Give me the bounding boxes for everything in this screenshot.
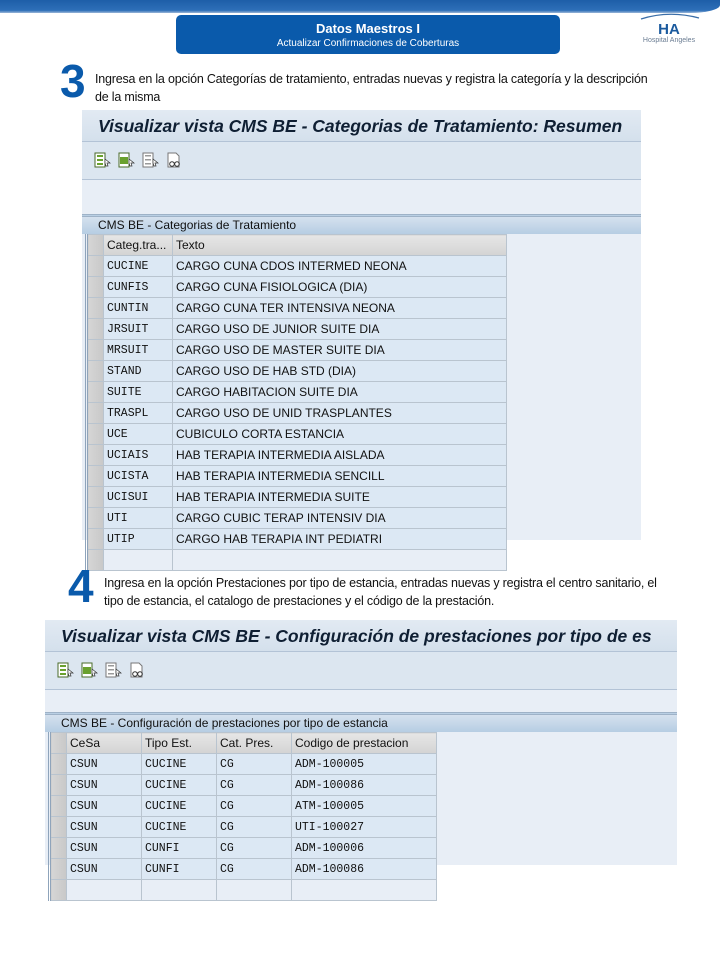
table-row[interactable]	[87, 403, 507, 424]
table-cell[interactable]: CUCINE	[142, 775, 217, 796]
row-selector[interactable]	[50, 838, 67, 859]
table-cell[interactable]: ADM-100006	[292, 838, 437, 859]
table-cell[interactable]: CUBICULO CORTA ESTANCIA	[173, 424, 507, 445]
table-row[interactable]	[87, 340, 507, 361]
table-row[interactable]	[87, 445, 507, 466]
table-cell[interactable]: CG	[217, 775, 292, 796]
table-cell[interactable]: CARGO CUNA FISIOLOGICA (DIA)	[173, 277, 507, 298]
top-banner	[0, 0, 720, 13]
table-cell[interactable]: ADM-100086	[292, 859, 437, 880]
table-cell[interactable]: CARGO HAB TERAPIA INT PEDIATRI	[173, 529, 507, 550]
table-cell[interactable]: CG	[217, 796, 292, 817]
table-row[interactable]	[87, 298, 507, 319]
table-cell[interactable]: CARGO CUNA CDOS INTERMED NEONA	[173, 256, 507, 277]
table-header-row	[50, 733, 437, 754]
table-cell[interactable]: MRSUIT	[104, 340, 173, 361]
row-selector[interactable]	[87, 361, 104, 382]
hospital-logo	[634, 12, 704, 52]
display-details-icon[interactable]	[166, 152, 183, 169]
sap-window-prestaciones	[45, 620, 677, 876]
table-row[interactable]	[87, 529, 507, 550]
table-cell[interactable]: UTI	[104, 508, 173, 529]
table-row[interactable]	[87, 319, 507, 340]
prestaciones-table	[48, 732, 437, 901]
table-cell[interactable]: CARGO CUBIC TERAP INTENSIV DIA	[173, 508, 507, 529]
table-cell[interactable]: HAB TERAPIA INTERMEDIA SUITE	[173, 487, 507, 508]
table-cell[interactable]: UTIP	[104, 529, 173, 550]
select-block-icon[interactable]	[81, 662, 98, 679]
header-banner	[176, 15, 560, 54]
table-row[interactable]	[50, 859, 437, 880]
empty-row[interactable]	[50, 880, 437, 901]
table-cell[interactable]: CUNTIN	[104, 298, 173, 319]
empty-cell[interactable]	[67, 880, 142, 901]
empty-cell[interactable]	[292, 880, 437, 901]
table-row[interactable]	[50, 817, 437, 838]
table-cell[interactable]: ADM-100005	[292, 754, 437, 775]
section-title: CMS BE - Categorias de Tratamiento	[82, 214, 641, 234]
row-selector[interactable]	[87, 298, 104, 319]
step-4-instructions: Ingresa en la opción Prestaciones por tipo de estancia, entradas nuevas y registra el centro sanitario, el tipo de estancia, el catalogo de prestaciones y el código de la prestación.	[104, 576, 657, 608]
row-selector[interactable]	[50, 817, 67, 838]
table-cell[interactable]: CG	[217, 817, 292, 838]
toolbar	[45, 652, 677, 690]
table-row[interactable]	[50, 754, 437, 775]
row-selector[interactable]	[50, 754, 67, 775]
column-header-texto[interactable]: Texto	[173, 235, 507, 256]
table-cell[interactable]: JRSUIT	[104, 319, 173, 340]
row-selector[interactable]	[87, 403, 104, 424]
header-title: Datos Maestros I	[315, 21, 421, 36]
table-cell[interactable]: CUCINE	[142, 817, 217, 838]
row-selector[interactable]	[87, 445, 104, 466]
row-selector[interactable]	[87, 508, 104, 529]
table-cell[interactable]: CARGO USO DE MASTER SUITE DIA	[173, 340, 507, 361]
table-row[interactable]	[87, 424, 507, 445]
table-cell[interactable]: CARGO CUNA TER INTENSIVA NEONA	[173, 298, 507, 319]
table-cell[interactable]: HAB TERAPIA INTERMEDIA AISLADA	[173, 445, 507, 466]
display-details-icon[interactable]	[129, 662, 146, 679]
table-cell[interactable]: CSUN	[67, 775, 142, 796]
row-selector[interactable]	[87, 487, 104, 508]
step-3-instructions: Ingresa en la opción Categorías de tratamiento, entradas nuevas y registra la categoría y la descripción de la misma	[95, 72, 648, 104]
table-cell[interactable]: CARGO USO DE JUNIOR SUITE DIA	[173, 319, 507, 340]
table-cell[interactable]: UCIAIS	[104, 445, 173, 466]
row-selector[interactable]	[87, 277, 104, 298]
table-cell[interactable]: CSUN	[67, 838, 142, 859]
select-all-cell[interactable]	[50, 733, 67, 754]
table-cell[interactable]: CUCINE	[104, 256, 173, 277]
section-title: CMS BE - Configuración de prestaciones por tipo de estancia	[45, 712, 677, 732]
table-cell[interactable]: UCE	[104, 424, 173, 445]
empty-row[interactable]	[87, 550, 507, 571]
table-cell[interactable]: CUCINE	[142, 754, 217, 775]
column-header-categoria[interactable]: Categ.tra...	[104, 235, 173, 256]
table-cell[interactable]: UCISTA	[104, 466, 173, 487]
logo-text: Hospital Angeles	[642, 37, 696, 44]
empty-cell[interactable]	[217, 880, 292, 901]
row-selector[interactable]	[87, 424, 104, 445]
table-cell[interactable]: CARGO HABITACION SUITE DIA	[173, 382, 507, 403]
select-all-cell[interactable]	[87, 235, 104, 256]
row-selector[interactable]	[50, 859, 67, 880]
table-cell[interactable]: UTI-100027	[292, 817, 437, 838]
row-selector[interactable]	[87, 256, 104, 277]
select-block-icon[interactable]	[118, 152, 135, 169]
step-3-number: 3	[60, 55, 86, 107]
row-selector[interactable]	[87, 340, 104, 361]
deselect-all-icon[interactable]	[142, 152, 159, 169]
table-header-row	[87, 235, 507, 256]
table-cell[interactable]: STAND	[104, 361, 173, 382]
table-row[interactable]	[87, 256, 507, 277]
table-row[interactable]	[87, 382, 507, 403]
column-header-cat-pres[interactable]: Cat. Pres.	[217, 733, 292, 754]
table-row[interactable]	[87, 466, 507, 487]
step-4-number: 4	[68, 560, 94, 612]
table-cell[interactable]: ATM-100005	[292, 796, 437, 817]
table-cell[interactable]: SUITE	[104, 382, 173, 403]
row-selector[interactable]	[87, 382, 104, 403]
table-cell[interactable]: CG	[217, 838, 292, 859]
row-selector[interactable]	[87, 466, 104, 487]
row-selector[interactable]	[87, 529, 104, 550]
table-row[interactable]	[87, 508, 507, 529]
window-title: Visualizar vista CMS BE - Configuración de prestaciones por tipo de es	[45, 620, 677, 652]
header-subtitle: Actualizar Confirmaciones de Coberturas	[276, 38, 460, 49]
table-row[interactable]	[50, 796, 437, 817]
row-selector[interactable]	[87, 319, 104, 340]
table-cell[interactable]: ADM-100086	[292, 775, 437, 796]
empty-cell[interactable]	[142, 880, 217, 901]
table-cell[interactable]: CARGO USO DE HAB STD (DIA)	[173, 361, 507, 382]
table-cell[interactable]: CG	[217, 859, 292, 880]
table-cell[interactable]: CSUN	[67, 796, 142, 817]
table-cell[interactable]: CARGO USO DE UNID TRASPLANTES	[173, 403, 507, 424]
table-cell[interactable]: CUNFI	[142, 859, 217, 880]
toolbar	[82, 142, 641, 180]
sap-window-categorias	[82, 110, 641, 546]
row-selector[interactable]	[50, 880, 67, 901]
categorias-table	[85, 234, 507, 571]
deselect-all-icon[interactable]	[105, 662, 122, 679]
select-all-icon[interactable]	[94, 152, 111, 169]
table-cell[interactable]: CUNFIS	[104, 277, 173, 298]
select-all-icon[interactable]	[57, 662, 74, 679]
column-header-tipo-est[interactable]: Tipo Est.	[142, 733, 217, 754]
table-cell[interactable]: TRASPL	[104, 403, 173, 424]
table-row[interactable]	[50, 775, 437, 796]
column-header-codigo[interactable]: Codigo de prestacion	[292, 733, 437, 754]
logo-mark: HA	[658, 21, 680, 38]
table-cell[interactable]: CUCINE	[142, 796, 217, 817]
table-row[interactable]	[50, 838, 437, 859]
window-title: Visualizar vista CMS BE - Categorias de Tratamiento: Resumen	[82, 110, 641, 142]
table-cell[interactable]: CSUN	[67, 817, 142, 838]
row-selector[interactable]	[50, 796, 67, 817]
table-cell[interactable]: CSUN	[67, 859, 142, 880]
table-cell[interactable]: UCISUI	[104, 487, 173, 508]
empty-cell[interactable]	[173, 550, 507, 571]
table-cell[interactable]: CSUN	[67, 754, 142, 775]
table-row[interactable]	[87, 361, 507, 382]
empty-cell[interactable]	[104, 550, 173, 571]
table-cell[interactable]: HAB TERAPIA INTERMEDIA SENCILL	[173, 466, 507, 487]
table-row[interactable]	[87, 277, 507, 298]
logo-mark-icon	[637, 12, 701, 36]
table-cell[interactable]: CUNFI	[142, 838, 217, 859]
column-header-cesa[interactable]: CeSa	[67, 733, 142, 754]
row-selector[interactable]	[50, 775, 67, 796]
table-row[interactable]	[87, 487, 507, 508]
table-cell[interactable]: CG	[217, 754, 292, 775]
